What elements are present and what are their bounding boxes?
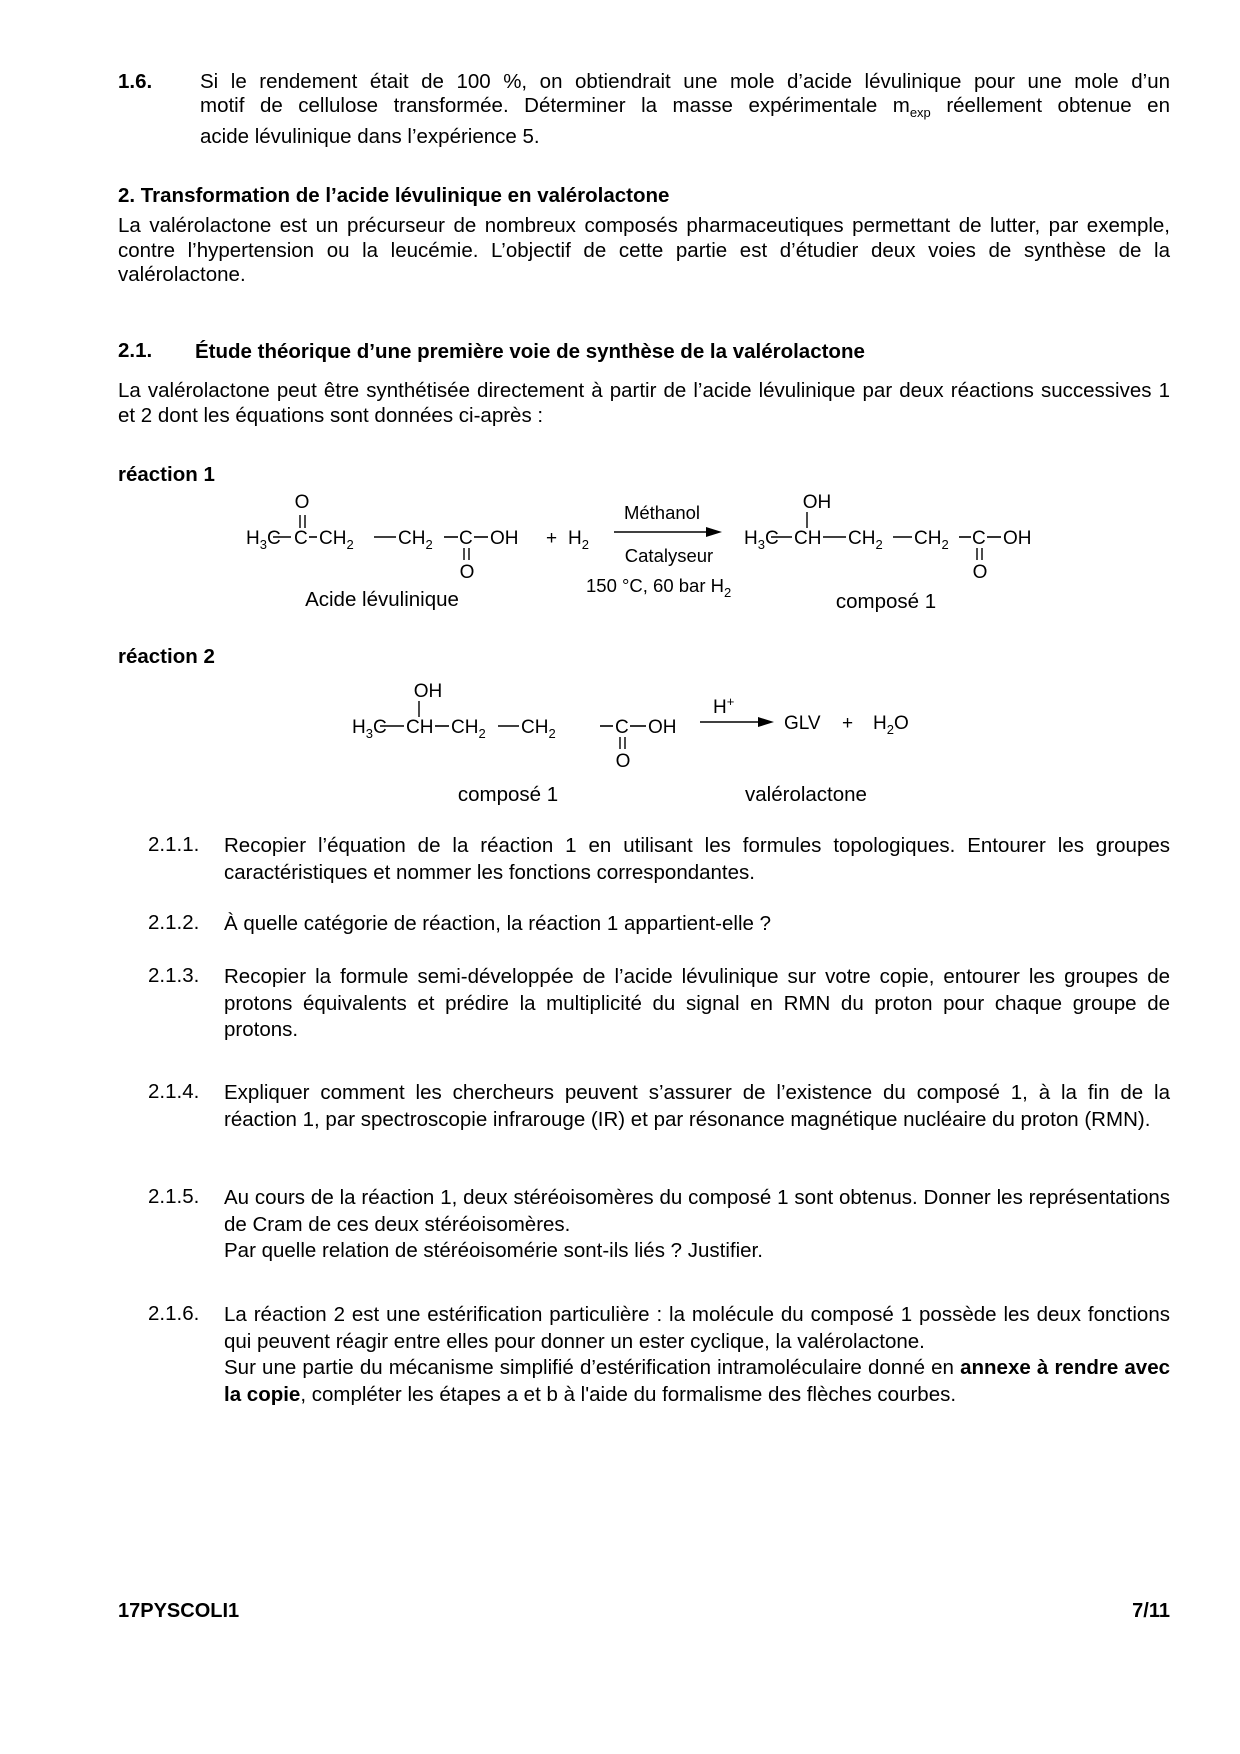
product-label: composé 1 [835, 590, 937, 613]
svg-text:C: C [972, 528, 986, 549]
subsection-number: 2.1. [118, 339, 153, 362]
svg-text:OH: OH [648, 717, 677, 738]
reaction-2-title: réaction 2 [118, 645, 215, 668]
question-number: 2.1.3. [148, 964, 200, 987]
question-2-1-5 [224, 1185, 1170, 1265]
exam-code: 17PYSCOLI1 [118, 1600, 240, 1622]
svg-text:CH2: $CH_2$ [914, 528, 949, 552]
condition-temperature: 150 °C, 60 bar H [586, 575, 725, 596]
text-fragment: , compléter les étapes a et b à l'aide du formalisme des flèches courbes. [300, 1382, 957, 1406]
svg-text:C: C [459, 528, 473, 549]
svg-text:OH: OH [490, 528, 519, 549]
svg-text:OH: OH [1003, 528, 1032, 549]
svg-text:H2O: $H_2O$ [873, 713, 909, 737]
svg-text:O: O [294, 492, 310, 513]
section-heading: 2. Transformation de l’acide lévulinique en valérolactone [118, 184, 670, 207]
catalyst-label: H [713, 697, 727, 718]
condition-catalyst: Catalyseur [624, 545, 714, 566]
question-2-1-3: Recopier la formule semi-développée de l’acide lévulinique sur votre copie, entourer les groupes de protons équivalents et prédire la multiplicité du signal en RMN du proton pour chaque groupe de protons. [224, 965, 1170, 1041]
section-intro: La valérolactone est un précurseur de nombreux composés pharmaceutiques permettant de lutter, par exemple, contre l’hypertension ou la leucémie. L’objectif de cette partie est d’étudier deux voies de synthèse de la valérolactone. [118, 214, 1170, 286]
text-line: acide lévulinique dans l’expérience 5. [200, 125, 540, 149]
question-number: 1.6. [118, 70, 153, 93]
annex-emphasis: annexe à rendre avec la copie [224, 1356, 1171, 1406]
reaction-1-arrow [586, 502, 731, 600]
compound-1-formula-reaction-2 [352, 681, 677, 772]
svg-text:CH2: $CH_2$ [521, 717, 556, 741]
question-number: 2.1.4. [148, 1080, 200, 1103]
svg-text:CH2: $CH_2$ [848, 528, 883, 552]
svg-text:H3C: $H_3C$ [744, 528, 779, 552]
subscript: exp [909, 105, 931, 121]
reagent-label: Acide lévulinique [305, 588, 459, 611]
svg-text:OH: OH [413, 681, 443, 702]
subsection-intro: La valérolactone peut être synthétisée directement à partir de l’acide lévulinique par deux réactions successives 1 et 2 dont les équations sont données ci-après : [118, 379, 1170, 427]
svg-text:O: O [459, 562, 475, 583]
question-text: Au cours de la réaction 1, deux stéréoisomères du composé 1 sont obtenus. Donner les représentations de Cram de ces deux stéréoisomères. [224, 1186, 1170, 1236]
subsection-heading: Étude théorique d’une première voie de synthèse de la valérolactone [195, 340, 865, 363]
reaction-1-title: réaction 1 [118, 463, 215, 486]
svg-text:CH2: $CH_2$ [398, 528, 433, 552]
svg-text:OH: OH [802, 492, 832, 513]
svg-text:O: O [615, 751, 631, 772]
svg-text:C: C [294, 528, 308, 549]
question-2-1-2: À quelle catégorie de réaction, la réaction 1 appartient-elle ? [224, 912, 772, 935]
levulinic-acid-formula [246, 492, 589, 583]
question-number: 2.1.5. [148, 1185, 200, 1208]
question-2-1-6 [224, 1302, 1170, 1408]
question-2-1-1: Recopier l’équation de la réaction 1 en utilisant les formules topologiques. Entourer les groupes caractéristiques et nommer les fonctions correspondantes. [224, 834, 1170, 884]
plus-sign: + [546, 528, 558, 549]
svg-text:CH: CH [406, 717, 434, 738]
plus-sign: + [842, 713, 854, 734]
question-number: 2.1.6. [148, 1302, 200, 1325]
text-fragment: Sur une partie du mécanisme simplifié d’estérification intramoléculaire donné en [224, 1356, 961, 1379]
svg-text:H3C: $H_3C$ [246, 528, 281, 552]
reagent-label: composé 1 [457, 783, 559, 806]
product-code: GLV [784, 713, 821, 734]
question-text: Par quelle relation de stéréoisomérie sont-ils liés ? Justifier. [224, 1239, 763, 1262]
text-line: Si le rendement était de 100 %, on obtiendrait une mole d’acide lévulinique pour une mole d’un [200, 70, 1170, 93]
product-label: valérolactone [745, 783, 867, 806]
svg-text:H3C: $H_3C$ [352, 717, 387, 741]
question-2-1-4: Expliquer comment les chercheurs peuvent s’assurer de l’existence du composé 1, à la fin de la réaction 1, par spectroscopie infrarouge (IR) et par résonance magnétique nucléaire du proton (RMN). [224, 1081, 1170, 1131]
reaction-2-arrow [700, 694, 909, 737]
svg-text:C: C [615, 717, 629, 738]
question-number: 2.1.1. [148, 833, 200, 856]
compound-1-formula [744, 492, 1032, 583]
text-fragment: réellement obtenue en [930, 94, 1170, 117]
question-text [224, 1355, 1170, 1408]
svg-text:O: O [972, 562, 988, 583]
question-number: 2.1.2. [148, 911, 200, 934]
svg-text:CH2: $CH_2$ [451, 717, 486, 741]
question-text: La réaction 2 est une estérification particulière : la molécule du composé 1 possède les deux fonctions qui peuvent réagir entre elles pour donner un ester cyclique, la valérolactone. [224, 1303, 1170, 1353]
svg-text:CH2: $CH_2$ [319, 528, 354, 552]
svg-text:150 °C, 60 bar H2: 150 °C, 60 bar $H_2$ [586, 575, 732, 600]
svg-text:H2: $H_2$ [568, 528, 589, 552]
svg-text:CH: CH [794, 528, 822, 549]
text-fragment: motif de cellulose transformée. Déterminer la masse expérimentale m [200, 94, 910, 117]
svg-text:H+: H+ [713, 694, 735, 718]
page-number: 7/11 [1132, 1600, 1170, 1622]
condition-solvent: Méthanol [623, 502, 701, 523]
